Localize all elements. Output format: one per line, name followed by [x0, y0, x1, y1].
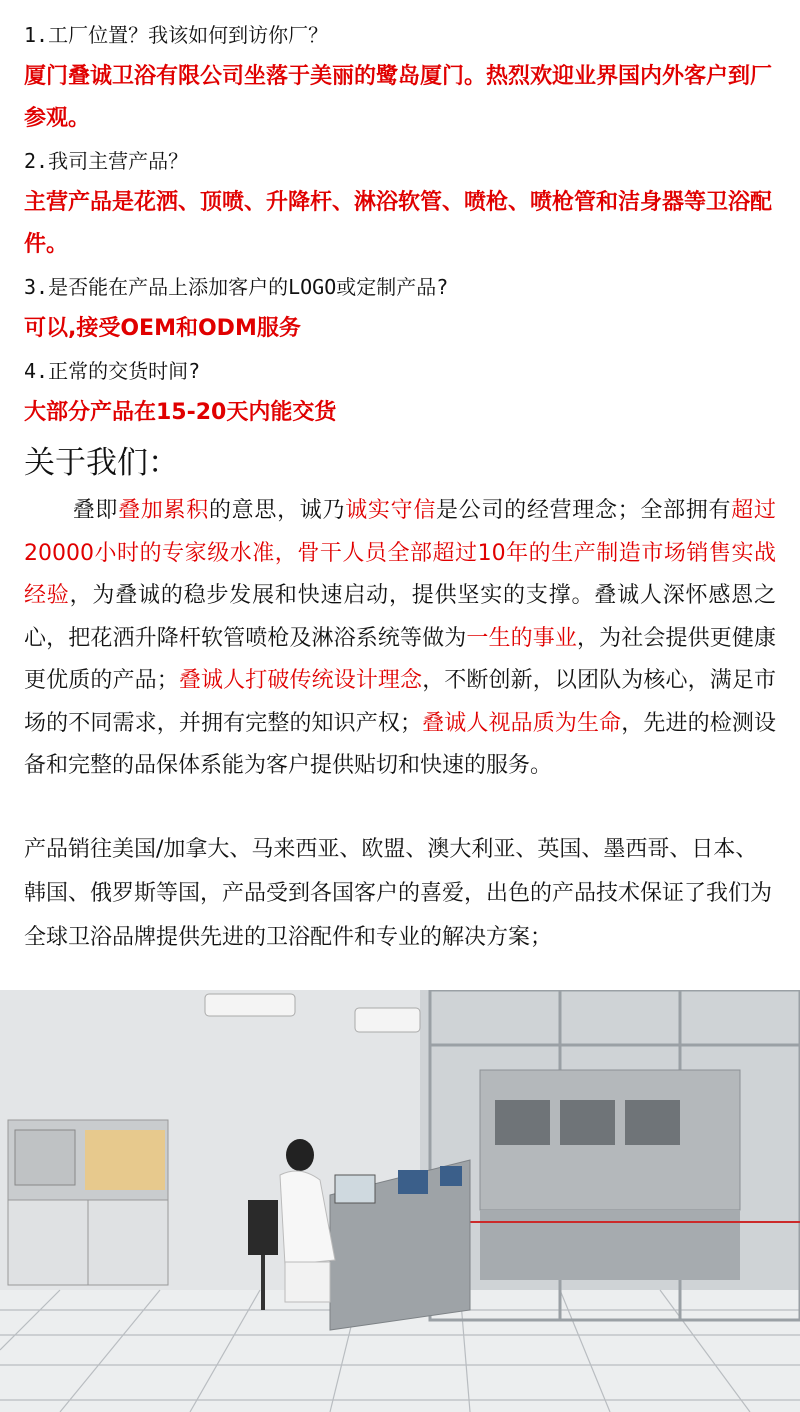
about-highlight: 一生的事业 [466, 625, 578, 651]
faq-answer-4: 大部分产品在15-20天内能交货 [24, 400, 337, 425]
about-seg: ，为社会提供更健康更优质的产品； [24, 625, 776, 693]
about-highlight: 叠诚人视品质为生命 [422, 710, 622, 736]
about-seg: 叠即 [72, 498, 119, 523]
faq-section [24, 14, 784, 434]
about-highlight: 叠加累积 [118, 498, 209, 523]
testing-lab-photo [0, 990, 800, 1412]
faq-answer-3: 可以,接受OEM和ODM服务 [24, 316, 301, 341]
about-highlight: 叠诚人打破传统设计理念 [178, 668, 423, 693]
about-highlight: 超过20000小时的专家级水准，骨干人员全部超过10年的生产制造市场销售实战经验 [24, 498, 776, 608]
about-seg: ，不断创新，以团队为核心，满足市场的不同需求，并拥有完整的知识产权； [24, 668, 776, 736]
about-title: 关于我们： [24, 445, 179, 481]
faq-question-2: 2.我司主营产品？ [24, 149, 189, 173]
faq-question-3: 3.是否能在产品上添加客户的LOGO或定制产品? [24, 275, 449, 299]
markets-paragraph: 产品销往美国/加拿大、马来西亚、欧盟、澳大利亚、英国、墨西哥、日本、韩国、俄罗斯等国，产品受到各国客户的喜爱，出色的产品技术保证了我们为全球卫浴品牌提供先进的卫浴配件和专业的解决方案； [24, 837, 773, 950]
about-seg: 的意思，诚乃 [208, 498, 346, 523]
about-seg: 是公司的经营理念；全部拥有 [436, 498, 732, 523]
about-seg: ，为叠诚的稳步发展和快速启动，提供坚实的支撑。叠诚人深怀感恩之心，把花洒升降杆软管喷枪及淋浴系统等做为 [24, 583, 776, 651]
faq-question-4: 4.正常的交货时间? [24, 359, 201, 383]
about-paragraph [24, 490, 776, 788]
faq-question-1: 1.工厂位置？我该如何到访你厂？ [24, 23, 329, 47]
faq-answer-2: 主营产品是花洒、顶喷、升降杆、淋浴软管、喷枪、喷枪管和洁身器等卫浴配件。 [24, 190, 773, 257]
faq-answer-1: 厦门叠诚卫浴有限公司坐落于美丽的鹭岛厦门。热烈欢迎业界国内外客户到厂参观。 [24, 64, 773, 131]
about-highlight: 诚实守信 [345, 498, 437, 523]
about-seg: ，先进的检测设备和完整的品保体系能为客户提供贴切和快速的服务。 [24, 710, 776, 778]
